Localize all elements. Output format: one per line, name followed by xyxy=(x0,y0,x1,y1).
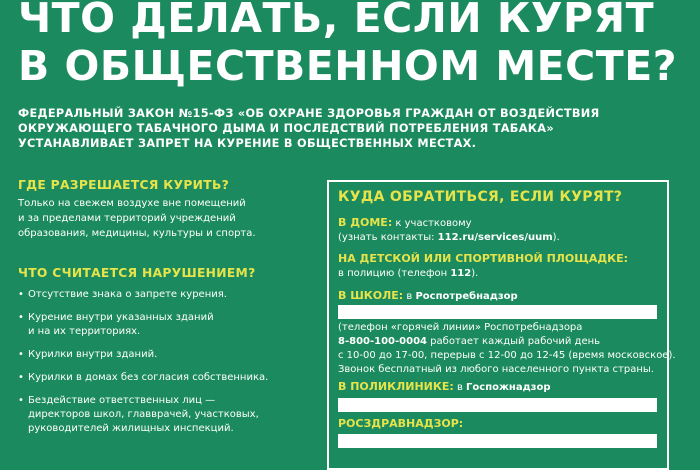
list-item-text: руководителей жилищных инспекций. xyxy=(28,423,234,434)
school-field xyxy=(338,305,657,319)
contact-health xyxy=(338,417,660,432)
page-title xyxy=(18,0,688,90)
list-item xyxy=(18,371,318,385)
contacts-box xyxy=(327,180,676,470)
clinic-label: В ПОЛИКЛИНИКЕ: xyxy=(338,380,454,393)
list-item xyxy=(18,288,318,302)
allowed-line-1: Только на свежем воздухе вне помещений xyxy=(18,198,246,209)
home-line2-pre: (узнать контакты: xyxy=(338,232,438,243)
clinic-org: Госпожнадзор xyxy=(466,382,551,393)
school-line2: работает каждый рабочий день xyxy=(427,336,601,347)
clinic-pre: в xyxy=(453,382,467,393)
title-line-1: ЧТО ДЕЛАТЬ, ЕСЛИ КУРЯТ xyxy=(18,0,655,42)
school-line3: с 10-00 до 17-00, перерыв с 12-00 до 12-45 (время московское). xyxy=(338,350,676,361)
list-item-text: • Бездействие ответственных лиц — xyxy=(28,395,216,406)
contact-home xyxy=(338,216,660,245)
contact-school xyxy=(338,289,660,304)
allowed-heading: ГДЕ РАЗРЕШАЕТСЯ КУРИТЬ? xyxy=(18,178,230,192)
list-item-text: • Отсутствие знака о запрете курения. xyxy=(28,289,227,300)
contact-clinic xyxy=(338,380,660,395)
law-intro xyxy=(18,106,678,151)
allowed-text xyxy=(18,196,318,241)
school-details xyxy=(338,321,676,377)
allowed-line-2: и за пределами территорий учреждений xyxy=(18,213,236,224)
home-text: к участковому xyxy=(392,218,472,229)
list-item-text: • Курилки в домах без согласия собственника. xyxy=(28,372,269,383)
list-item xyxy=(18,348,318,362)
playground-post: ). xyxy=(471,268,479,279)
health-field xyxy=(338,434,657,448)
list-item-text: и на их территориях. xyxy=(28,326,141,337)
intro-line-3: УСТАНАВЛИВАЕТ ЗАПРЕТ НА КУРЕНИЕ В ОБЩЕСТВЕННЫХ МЕСТАХ. xyxy=(18,137,477,150)
school-line4: Звонок бесплатный из любого населенного пункта страны. xyxy=(338,364,654,375)
school-org: Роспотребнадзор xyxy=(415,291,518,302)
allowed-section xyxy=(18,178,318,241)
clinic-field xyxy=(338,398,657,412)
contacts-heading: КУДА ОБРАТИТЬСЯ, ЕСЛИ КУРЯТ? xyxy=(338,189,623,205)
playground-label: НА ДЕТСКОЙ ИЛИ СПОРТИВНОЙ ПЛОЩАДКЕ: xyxy=(338,252,629,265)
violation-list xyxy=(18,288,318,445)
intro-line-1: ФЕДЕРАЛЬНЫЙ ЗАКОН №15-ФЗ «ОБ ОХРАНЕ ЗДОРОВЬЯ ГРАЖДАН ОТ ВОЗДЕЙСТВИЯ xyxy=(18,107,600,120)
playground-pre: в полицию (телефон xyxy=(338,268,451,279)
playground-phone: 112 xyxy=(450,268,472,279)
title-line-2: В ОБЩЕСТВЕННОМ МЕСТЕ? xyxy=(18,42,678,90)
school-label: В ШКОЛЕ: xyxy=(338,289,404,302)
intro-line-2: ОКРУЖАЮЩЕГО ТАБАЧНОГО ДЫМА И ПОСЛЕДСТВИЙ ПОТРЕБЛЕНИЯ ТАБАКА» xyxy=(18,122,554,135)
list-item-text: • Курение внутри указанных зданий xyxy=(28,312,214,323)
list-item xyxy=(18,394,318,436)
left-column xyxy=(18,178,318,434)
health-label: РОСЗДРАВНАДЗОР: xyxy=(338,417,464,430)
school-line1: (телефон «горячей линии» Роспотребнадзора xyxy=(338,322,583,333)
school-pre: в xyxy=(403,291,416,302)
list-item-text: • Курилки внутри зданий. xyxy=(28,349,158,360)
allowed-line-3: образования, медицины, культуры и спорта. xyxy=(18,228,256,239)
school-hotline: 8-800-100-0004 xyxy=(338,336,427,347)
list-item-text: директоров школ, главврачей, участковых, xyxy=(28,409,259,420)
home-label: В ДОМЕ: xyxy=(338,216,393,229)
contact-playground xyxy=(338,252,660,281)
violation-heading: ЧТО СЧИТАЕТСЯ НАРУШЕНИЕМ? xyxy=(18,266,256,280)
home-link[interactable]: 112.ru/services/uum xyxy=(437,232,553,243)
home-line2-post: ). xyxy=(552,232,560,243)
list-item xyxy=(18,311,318,339)
